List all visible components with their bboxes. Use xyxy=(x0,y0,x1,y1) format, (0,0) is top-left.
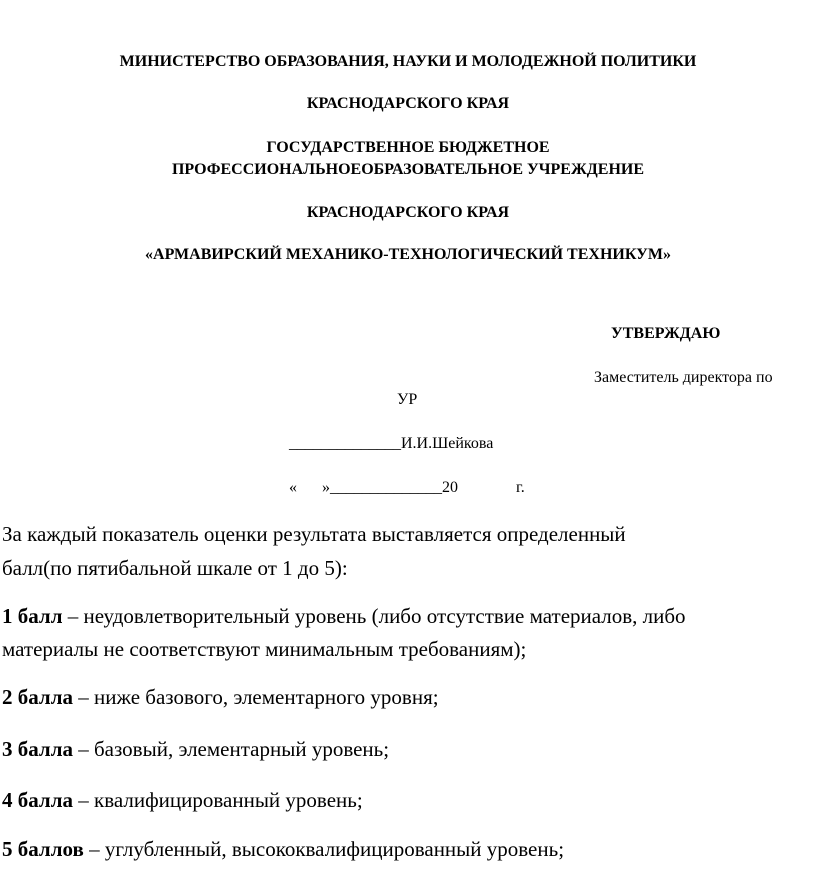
approval-position: Заместитель директора по xyxy=(594,369,773,386)
intro-line-2: балл(по пятибальной шкале от 1 до 5): xyxy=(2,556,348,580)
score-5-label: 5 баллов xyxy=(2,837,84,861)
institution-type-line1: ГОСУДАРСТВЕННОЕ БЮДЖЕТНОЕ xyxy=(266,139,550,156)
approval-signature: ______________И.И.Шейкова xyxy=(289,435,494,452)
score-4-text: – квалифицированный уровень; xyxy=(73,788,363,812)
approval-date-open-quote: « xyxy=(289,479,297,496)
score-2-label: 2 балла xyxy=(2,685,73,709)
institution-region: КРАСНОДАРСКОГО КРАЯ xyxy=(306,204,510,221)
score-3-text: – базовый, элементарный уровень; xyxy=(73,737,390,761)
score-3 xyxy=(2,734,389,764)
ministry-title: МИНИСТЕРСТВО ОБРАЗОВАНИЯ, НАУКИ И МОЛОДЕЖНОЙ ПОЛИТИКИ xyxy=(119,53,697,70)
institution-name: «АРМАВИРСКИЙ МЕХАНИКО-ТЕХНОЛОГИЧЕСКИЙ ТЕХНИКУМ» xyxy=(145,246,671,263)
score-5-text: – углубленный, высококвалифицированный уровень; xyxy=(83,837,565,861)
region-title: КРАСНОДАРСКОГО КРАЯ xyxy=(306,95,510,112)
approval-position-continued: УР xyxy=(397,391,418,408)
score-1-line-2: материалы не соответствуют минимальным требованиям); xyxy=(2,637,527,661)
intro-line-1: За каждый показатель оценки результата выставляется определенный xyxy=(2,522,626,546)
institution-type-line2: ПРОФЕССИОНАЛЬНОЕОБРАЗОВАТЕЛЬНОЕ УЧРЕЖДЕНИЕ xyxy=(171,161,645,178)
score-2 xyxy=(2,682,439,712)
score-1-label: 1 балл xyxy=(2,604,63,628)
score-1-line-1 xyxy=(2,601,686,631)
score-2-text: – ниже базового, элементарного уровня; xyxy=(73,685,439,709)
score-5 xyxy=(2,834,564,864)
score-3-label: 3 балла xyxy=(2,737,73,761)
approval-date-suffix: г. xyxy=(516,479,525,496)
score-4 xyxy=(2,785,363,815)
score-4-label: 4 балла xyxy=(2,788,73,812)
score-1-text: – неудовлетворительный уровень (либо отсутствие материалов, либо xyxy=(62,604,686,628)
approval-date-line: »______________20 xyxy=(322,479,458,496)
approval-title: УТВЕРЖДАЮ xyxy=(611,325,721,342)
